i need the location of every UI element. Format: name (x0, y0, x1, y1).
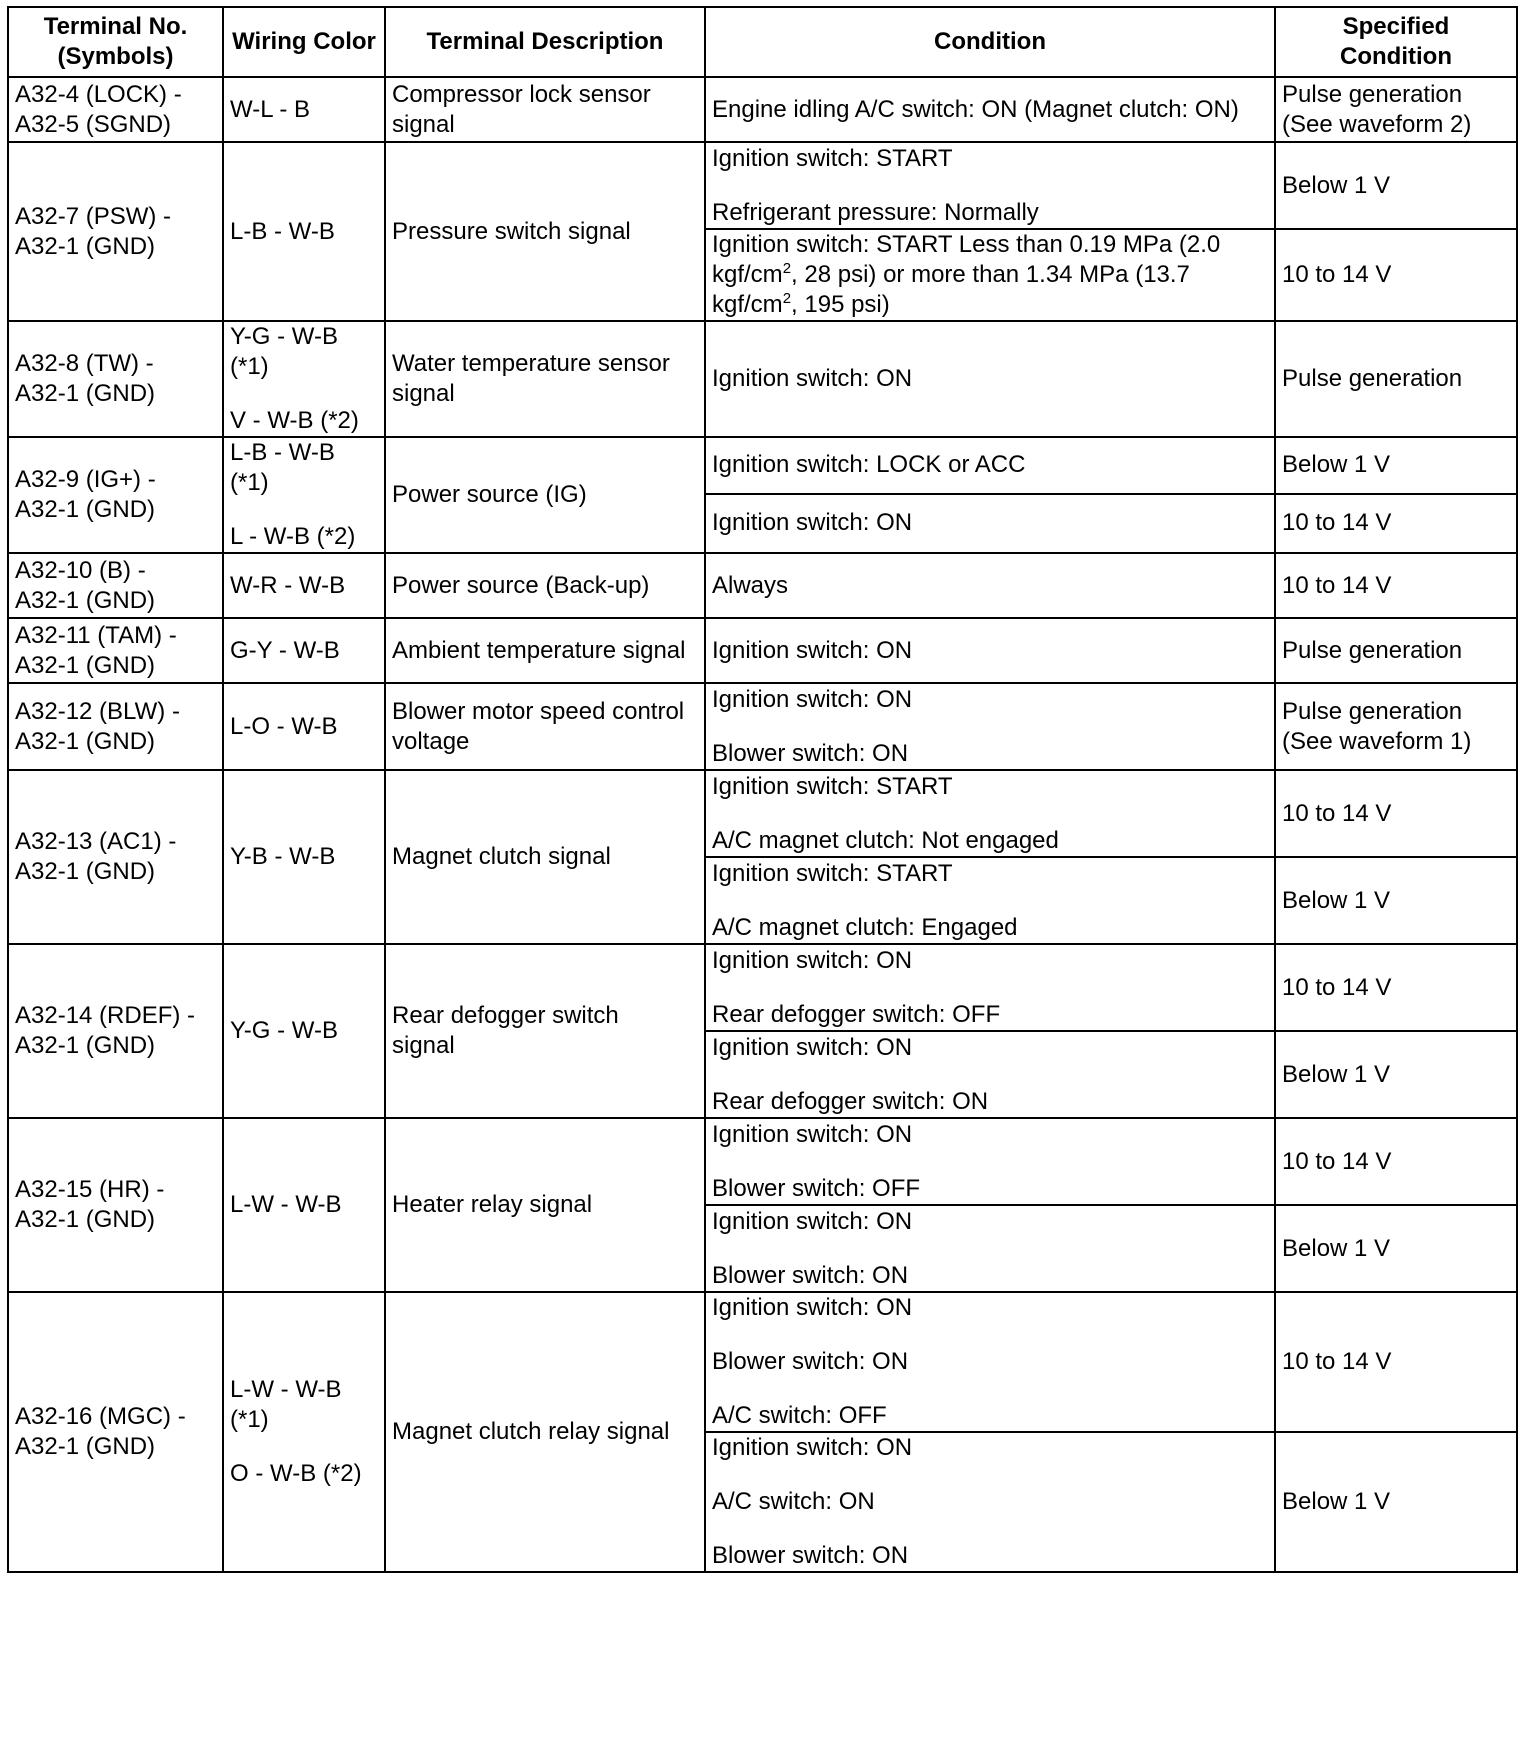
description-cell (385, 142, 705, 321)
header-terminal (8, 7, 223, 77)
line-gap (712, 715, 1268, 739)
condition-text: Blower switch: ON (712, 1542, 909, 1569)
condition-text-part: , 195 psi) (791, 291, 890, 318)
terminal-cell (8, 1292, 223, 1572)
terminal-text: A32-1 (GND) (15, 858, 156, 885)
condition-text: Blower switch: ON (712, 1261, 909, 1289)
condition-text (712, 260, 1268, 290)
terminal-cell (8, 770, 223, 944)
specified-text: Below 1 V (1282, 886, 1391, 914)
specified-text: 10 to 14 V (1282, 571, 1392, 599)
wiring-cell (223, 77, 385, 142)
wiring-text: L-W - W-B (230, 1376, 342, 1403)
specified-cell (1275, 494, 1517, 553)
specified-text: Below 1 V (1282, 1234, 1391, 1262)
condition-text-part: kgf/cm (712, 291, 783, 318)
header-terminal-line-1: Terminal No. (43, 13, 188, 40)
wiring-text: W-R - W-B (230, 571, 346, 599)
description-text: Compressor lock sensor (392, 80, 651, 108)
condition-cell (705, 494, 1275, 553)
condition-cell (705, 553, 1275, 618)
condition-text: Ignition switch: START (712, 859, 953, 887)
terminal-table-wrapper (7, 6, 1516, 1573)
terminal-cell (8, 1118, 223, 1292)
condition-text: Ignition switch: ON (712, 1207, 913, 1235)
line-gap (712, 1517, 1268, 1541)
description-text: Water temperature sensor (392, 350, 670, 377)
table-body (8, 77, 1517, 1572)
line-gap (712, 174, 1268, 198)
condition-text: Ignition switch: ON (712, 946, 913, 974)
line-gap (712, 889, 1268, 913)
terminal-text: A32-1 (GND) (15, 586, 156, 614)
condition-cell (705, 437, 1275, 494)
specified-text: Below 1 V (1282, 451, 1391, 479)
terminal-text: A32-4 (LOCK) - (15, 80, 182, 108)
terminal-text: A32-1 (GND) (15, 380, 156, 407)
description-text: signal (392, 110, 455, 138)
specified-cell (1275, 1432, 1517, 1572)
table-row (8, 1292, 1517, 1432)
wiring-text: L - W-B (*2) (230, 523, 356, 550)
description-text: Power source (IG) (392, 481, 587, 508)
condition-text: Rear defogger switch: ON (712, 1087, 989, 1115)
condition-text: Ignition switch: ON (712, 1120, 913, 1148)
header-specified-line-1: Specified (1342, 13, 1450, 40)
condition-text: Ignition switch: START Less than 0.19 MPa (2.0 (712, 231, 1221, 258)
description-cell (385, 770, 705, 944)
table-row (8, 553, 1517, 618)
terminal-cell (8, 77, 223, 142)
specified-text: Pulse generation (1282, 697, 1463, 725)
condition-text: Ignition switch: LOCK or ACC (712, 451, 1026, 479)
header-terminal-line-2: (Symbols) (57, 43, 174, 70)
specified-cell (1275, 857, 1517, 944)
terminal-cell (8, 437, 223, 553)
header-specified-line-2: Condition (1340, 43, 1452, 70)
table-row (8, 142, 1517, 229)
wiring-text: G-Y - W-B (230, 636, 340, 664)
condition-text: A/C switch: ON (712, 1488, 875, 1515)
condition-text: Ignition switch: START (712, 772, 953, 800)
description-text: Power source (Back-up) (392, 571, 650, 599)
description-text: voltage (392, 727, 470, 755)
description-text: Ambient temperature signal (392, 636, 686, 664)
wiring-text: L-B - W-B (230, 217, 335, 245)
condition-text: Ignition switch: ON (712, 1033, 913, 1061)
wiring-cell (223, 1118, 385, 1292)
condition-cell (705, 1118, 1275, 1205)
terminal-text: A32-15 (HR) - (15, 1176, 165, 1203)
wiring-cell (223, 437, 385, 553)
terminal-text: A32-12 (BLW) - (15, 697, 180, 725)
wiring-cell (223, 321, 385, 437)
line-gap (230, 498, 378, 522)
description-cell (385, 77, 705, 142)
terminal-text: A32-1 (GND) (15, 232, 156, 260)
wiring-cell (223, 1292, 385, 1572)
specified-cell (1275, 229, 1517, 321)
wiring-cell (223, 553, 385, 618)
line-gap (712, 802, 1268, 826)
wiring-cell (223, 142, 385, 321)
condition-text: Ignition switch: ON (712, 365, 913, 392)
terminal-text: A32-10 (B) - (15, 556, 146, 584)
line-gap (712, 1463, 1268, 1487)
specified-text: Pulse generation (1282, 365, 1463, 392)
superscript: 2 (782, 260, 792, 277)
wiring-text: L-O - W-B (230, 712, 338, 740)
condition-cell (705, 229, 1275, 321)
description-text: signal (392, 1032, 455, 1059)
description-cell (385, 321, 705, 437)
wiring-text: Y-G - W-B (230, 323, 339, 350)
specified-cell (1275, 618, 1517, 683)
line-gap (712, 976, 1268, 1000)
header-specified (1275, 7, 1517, 77)
specified-text: 10 to 14 V (1282, 261, 1392, 288)
condition-text: Refrigerant pressure: Normally (712, 198, 1039, 226)
condition-cell (705, 77, 1275, 142)
condition-cell (705, 1292, 1275, 1432)
terminal-text: A32-14 (RDEF) - (15, 1002, 196, 1029)
table-row (8, 683, 1517, 770)
terminal-table (7, 6, 1518, 1573)
condition-cell (705, 142, 1275, 229)
specified-text: 10 to 14 V (1282, 1147, 1392, 1175)
table-row (8, 944, 1517, 1031)
line-gap (712, 1323, 1268, 1347)
terminal-text: A32-1 (GND) (15, 651, 156, 679)
condition-cell (705, 770, 1275, 857)
line-gap (712, 1150, 1268, 1174)
specified-text: 10 to 14 V (1282, 973, 1392, 1001)
description-cell (385, 1292, 705, 1572)
specified-cell (1275, 1031, 1517, 1118)
specified-text: Below 1 V (1282, 171, 1391, 199)
terminal-text: A32-8 (TW) - (15, 350, 154, 377)
condition-text: Ignition switch: ON (712, 1294, 913, 1321)
condition-cell (705, 321, 1275, 437)
wiring-text: Y-G - W-B (230, 1017, 339, 1044)
wiring-text: L-B - W-B (230, 439, 335, 466)
condition-text: Ignition switch: ON (712, 636, 913, 664)
table-row (8, 1118, 1517, 1205)
superscript: 2 (782, 290, 792, 307)
description-text: Rear defogger switch (392, 1002, 619, 1029)
description-cell (385, 683, 705, 770)
wiring-text: L-W - W-B (230, 1191, 342, 1218)
description-text: Magnet clutch relay signal (392, 1418, 670, 1445)
specified-text: Below 1 V (1282, 1060, 1391, 1088)
terminal-text: A32-9 (IG+) - (15, 466, 156, 493)
terminal-text: A32-11 (TAM) - (15, 621, 177, 649)
terminal-text: A32-7 (PSW) - (15, 202, 172, 230)
table-row (8, 321, 1517, 437)
line-gap (712, 1063, 1268, 1087)
wiring-text: V - W-B (*2) (230, 407, 359, 434)
header-condition: Condition (705, 7, 1275, 77)
wiring-cell (223, 683, 385, 770)
specified-cell (1275, 1205, 1517, 1292)
table-row (8, 437, 1517, 494)
condition-cell (705, 944, 1275, 1031)
wiring-cell (223, 618, 385, 683)
wiring-cell (223, 944, 385, 1118)
terminal-text: A32-16 (MGC) - (15, 1403, 186, 1430)
terminal-text: A32-1 (GND) (15, 1433, 156, 1460)
header-wiring: Wiring Color (223, 7, 385, 77)
terminal-text: A32-5 (SGND) (15, 110, 172, 138)
terminal-text: A32-1 (GND) (15, 1206, 156, 1233)
condition-text: Blower switch: ON (712, 739, 909, 767)
wiring-text: (*1) (230, 1406, 269, 1433)
condition-text: A/C magnet clutch: Not engaged (712, 826, 1059, 854)
header-description: Terminal Description (385, 7, 705, 77)
wiring-text: (*1) (230, 469, 269, 496)
condition-text: A/C magnet clutch: Engaged (712, 913, 1018, 941)
wiring-text: Y-B - W-B (230, 843, 336, 870)
terminal-text: A32-1 (GND) (15, 496, 156, 523)
terminal-cell (8, 618, 223, 683)
specified-cell (1275, 553, 1517, 618)
condition-cell (705, 1432, 1275, 1572)
condition-text (712, 290, 1268, 320)
description-text: Pressure switch signal (392, 217, 631, 245)
specified-cell (1275, 944, 1517, 1031)
terminal-cell (8, 683, 223, 770)
terminal-text: A32-1 (GND) (15, 727, 156, 755)
specified-text: 10 to 14 V (1282, 509, 1392, 537)
specified-text: Pulse generation (1282, 636, 1463, 664)
specified-cell (1275, 1292, 1517, 1432)
terminal-cell (8, 142, 223, 321)
condition-text: A/C switch: OFF (712, 1402, 887, 1429)
specified-cell (1275, 321, 1517, 437)
table-row (8, 770, 1517, 857)
condition-text: Ignition switch: ON (712, 509, 913, 537)
specified-text: Below 1 V (1282, 1488, 1391, 1515)
line-gap (230, 382, 378, 406)
description-text: Blower motor speed control (392, 697, 685, 725)
description-cell (385, 437, 705, 553)
description-cell (385, 553, 705, 618)
terminal-cell (8, 553, 223, 618)
condition-cell (705, 1031, 1275, 1118)
specified-cell (1275, 77, 1517, 142)
terminal-text: A32-13 (AC1) - (15, 828, 177, 855)
condition-text: Ignition switch: ON (712, 685, 913, 713)
condition-text: Ignition switch: START (712, 144, 953, 172)
specified-text: Pulse generation (1282, 80, 1463, 108)
condition-text: Blower switch: OFF (712, 1174, 921, 1202)
condition-text-part: kgf/cm (712, 261, 783, 288)
table-row (8, 618, 1517, 683)
specified-text: 10 to 14 V (1282, 1348, 1392, 1375)
description-text: Heater relay signal (392, 1191, 593, 1218)
condition-cell (705, 857, 1275, 944)
terminal-cell (8, 944, 223, 1118)
table-row (8, 77, 1517, 142)
condition-text: Blower switch: ON (712, 1348, 909, 1375)
condition-cell (705, 683, 1275, 770)
condition-text: Rear defogger switch: OFF (712, 1000, 1001, 1028)
header-row (8, 7, 1517, 77)
wiring-text: O - W-B (*2) (230, 1460, 362, 1487)
description-cell (385, 1118, 705, 1292)
specified-cell (1275, 142, 1517, 229)
condition-text: Engine idling A/C switch: ON (Magnet clutch: ON) (712, 95, 1239, 123)
condition-text-part: , 28 psi) or more than 1.34 MPa (13.7 (791, 261, 1190, 288)
description-cell (385, 618, 705, 683)
description-text: signal (392, 380, 455, 407)
condition-cell (705, 618, 1275, 683)
specified-cell (1275, 1118, 1517, 1205)
specified-cell (1275, 770, 1517, 857)
specified-cell (1275, 437, 1517, 494)
wiring-text: W-L - B (230, 95, 311, 123)
condition-text: Ignition switch: ON (712, 1434, 913, 1461)
specified-text: 10 to 14 V (1282, 799, 1392, 827)
wiring-text: (*1) (230, 353, 269, 380)
specified-cell (1275, 683, 1517, 770)
terminal-text: A32-1 (GND) (15, 1032, 156, 1059)
terminal-cell (8, 321, 223, 437)
line-gap (712, 1237, 1268, 1261)
wiring-cell (223, 770, 385, 944)
specified-text: (See waveform 1) (1282, 727, 1472, 755)
description-cell (385, 944, 705, 1118)
condition-text: Always (712, 571, 789, 599)
condition-cell (705, 1205, 1275, 1292)
specified-text: (See waveform 2) (1282, 110, 1472, 138)
line-gap (230, 1435, 378, 1459)
description-text: Magnet clutch signal (392, 843, 611, 870)
line-gap (712, 1377, 1268, 1401)
